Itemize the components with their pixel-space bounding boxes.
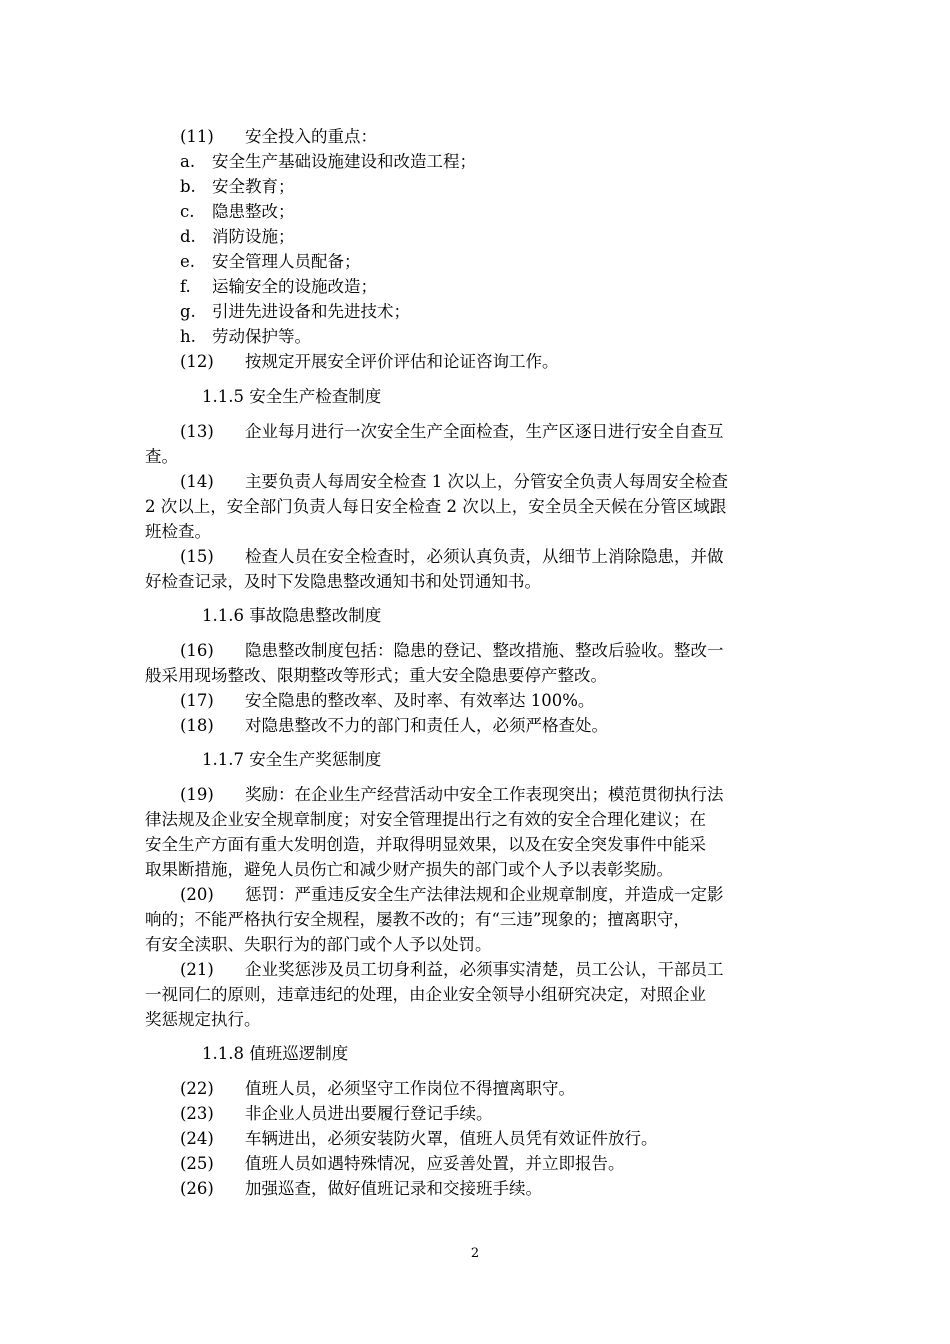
item-text: 检查人员在安全检查时，必须认真负责，从细节上消除隐患，并做 <box>245 547 724 566</box>
item-number: (21) <box>180 960 214 979</box>
item-text: 企业奖惩涉及员工切身利益，必须事实清楚，员工公认，干部员工 <box>245 960 724 979</box>
item-text: 奖励：在企业生产经营活动中安全工作表现突出；模范贯彻执行法 <box>245 785 724 804</box>
item-text: 按规定开展安全评价评估和论证咨询工作。 <box>245 352 559 371</box>
item-text: 值班人员，必须坚守工作岗位不得擅离职守。 <box>245 1079 575 1098</box>
list-marker: a. <box>180 152 196 171</box>
item-number: (24) <box>180 1129 214 1148</box>
item-number: (22) <box>180 1079 214 1098</box>
item-text: 般采用现场整改、限期整改等形式；重大安全隐患要停产整改。 <box>145 666 607 685</box>
item-number: (19) <box>180 785 214 804</box>
item-number: (26) <box>180 1179 214 1198</box>
list-marker: c. <box>180 202 195 221</box>
item-text: 2 次以上，安全部门负责人每日安全检查 2 次以上，安全员全天候在分管区域跟 <box>145 497 727 516</box>
item-text: 有安全渎职、失职行为的部门或个人予以处罚。 <box>145 935 492 954</box>
item-text: 值班人员如遇特殊情况，应妥善处置，并立即报告。 <box>245 1154 625 1173</box>
section-heading: 1.1.8 值班巡逻制度 <box>202 1044 349 1063</box>
item-number: (17) <box>180 691 214 710</box>
list-item: 运输安全的设施改造； <box>212 277 377 296</box>
item-number: (25) <box>180 1154 214 1173</box>
list-marker: d. <box>180 227 196 246</box>
item-text: 奖惩规定执行。 <box>145 1010 261 1029</box>
item-number: (11) <box>180 127 214 146</box>
item-text: 安全投入的重点： <box>245 127 377 146</box>
item-number: (16) <box>180 641 214 660</box>
item-number: (14) <box>180 472 214 491</box>
item-text: 加强巡查，做好值班记录和交接班手续。 <box>245 1179 542 1198</box>
item-number: (23) <box>180 1104 214 1123</box>
section-heading: 1.1.6 事故隐患整改制度 <box>202 606 382 625</box>
page-number: 2 <box>470 1246 480 1261</box>
item-number: (20) <box>180 885 214 904</box>
item-text: 非企业人员进出要履行登记手续。 <box>245 1104 493 1123</box>
item-text: 主要负责人每周安全检查 1 次以上，分管安全负责人每周安全检查 <box>245 472 728 491</box>
list-item: 安全生产基础设施建设和改造工程； <box>212 152 476 171</box>
item-number: (13) <box>180 422 214 441</box>
item-text: 安全生产方面有重大发明创造，并取得明显效果，以及在安全突发事件中能采 <box>145 835 706 854</box>
list-marker: h. <box>180 327 196 346</box>
item-text: 惩罚：严重违反安全生产法律法规和企业规章制度，并造成一定影 <box>245 885 724 904</box>
section-heading: 1.1.5 安全生产检查制度 <box>202 387 382 406</box>
list-marker: g. <box>180 302 196 321</box>
list-marker: e. <box>180 252 196 271</box>
item-number: (15) <box>180 547 214 566</box>
list-item: 安全管理人员配备； <box>212 252 361 271</box>
item-text: 取果断措施，避免人员伤亡和减少财产损失的部门或个人予以表彰奖励。 <box>145 860 673 879</box>
item-text: 律法规及企业安全规章制度；对安全管理提出行之有效的安全合理化建议；在 <box>145 810 706 829</box>
item-text: 响的；不能严格执行安全规程，屡教不改的；有“三违”现象的；擅离职守， <box>145 910 690 929</box>
item-text: 安全隐患的整改率、及时率、有效率达 100%。 <box>245 691 595 710</box>
item-text: 对隐患整改不力的部门和责任人，必须严格查处。 <box>245 716 608 735</box>
item-text: 一视同仁的原则，违章违纪的处理，由企业安全领导小组研究决定，对照企业 <box>145 985 706 1004</box>
list-marker: b. <box>180 177 196 196</box>
list-item: 隐患整改； <box>212 202 295 221</box>
list-item: 引进先进设备和先进技术； <box>212 302 410 321</box>
item-number: (12) <box>180 352 214 371</box>
section-heading: 1.1.7 安全生产奖惩制度 <box>202 750 382 769</box>
item-text: 好检查记录，及时下发隐患整改通知书和处罚通知书。 <box>145 572 541 591</box>
item-number: (18) <box>180 716 214 735</box>
list-item: 消防设施； <box>212 227 295 246</box>
list-item: 劳动保护等。 <box>212 327 311 346</box>
item-text: 隐患整改制度包括：隐患的登记、整改措施、整改后验收。整改一 <box>245 641 724 660</box>
list-marker: f. <box>180 277 191 296</box>
list-item: 安全教育； <box>212 177 295 196</box>
item-text: 班检查。 <box>145 522 211 541</box>
item-text: 车辆进出，必须安装防火罩，值班人员凭有效证件放行。 <box>245 1129 658 1148</box>
item-text: 企业每月进行一次安全生产全面检查，生产区逐日进行安全自查互 <box>245 422 724 441</box>
item-text: 查。 <box>145 447 178 466</box>
